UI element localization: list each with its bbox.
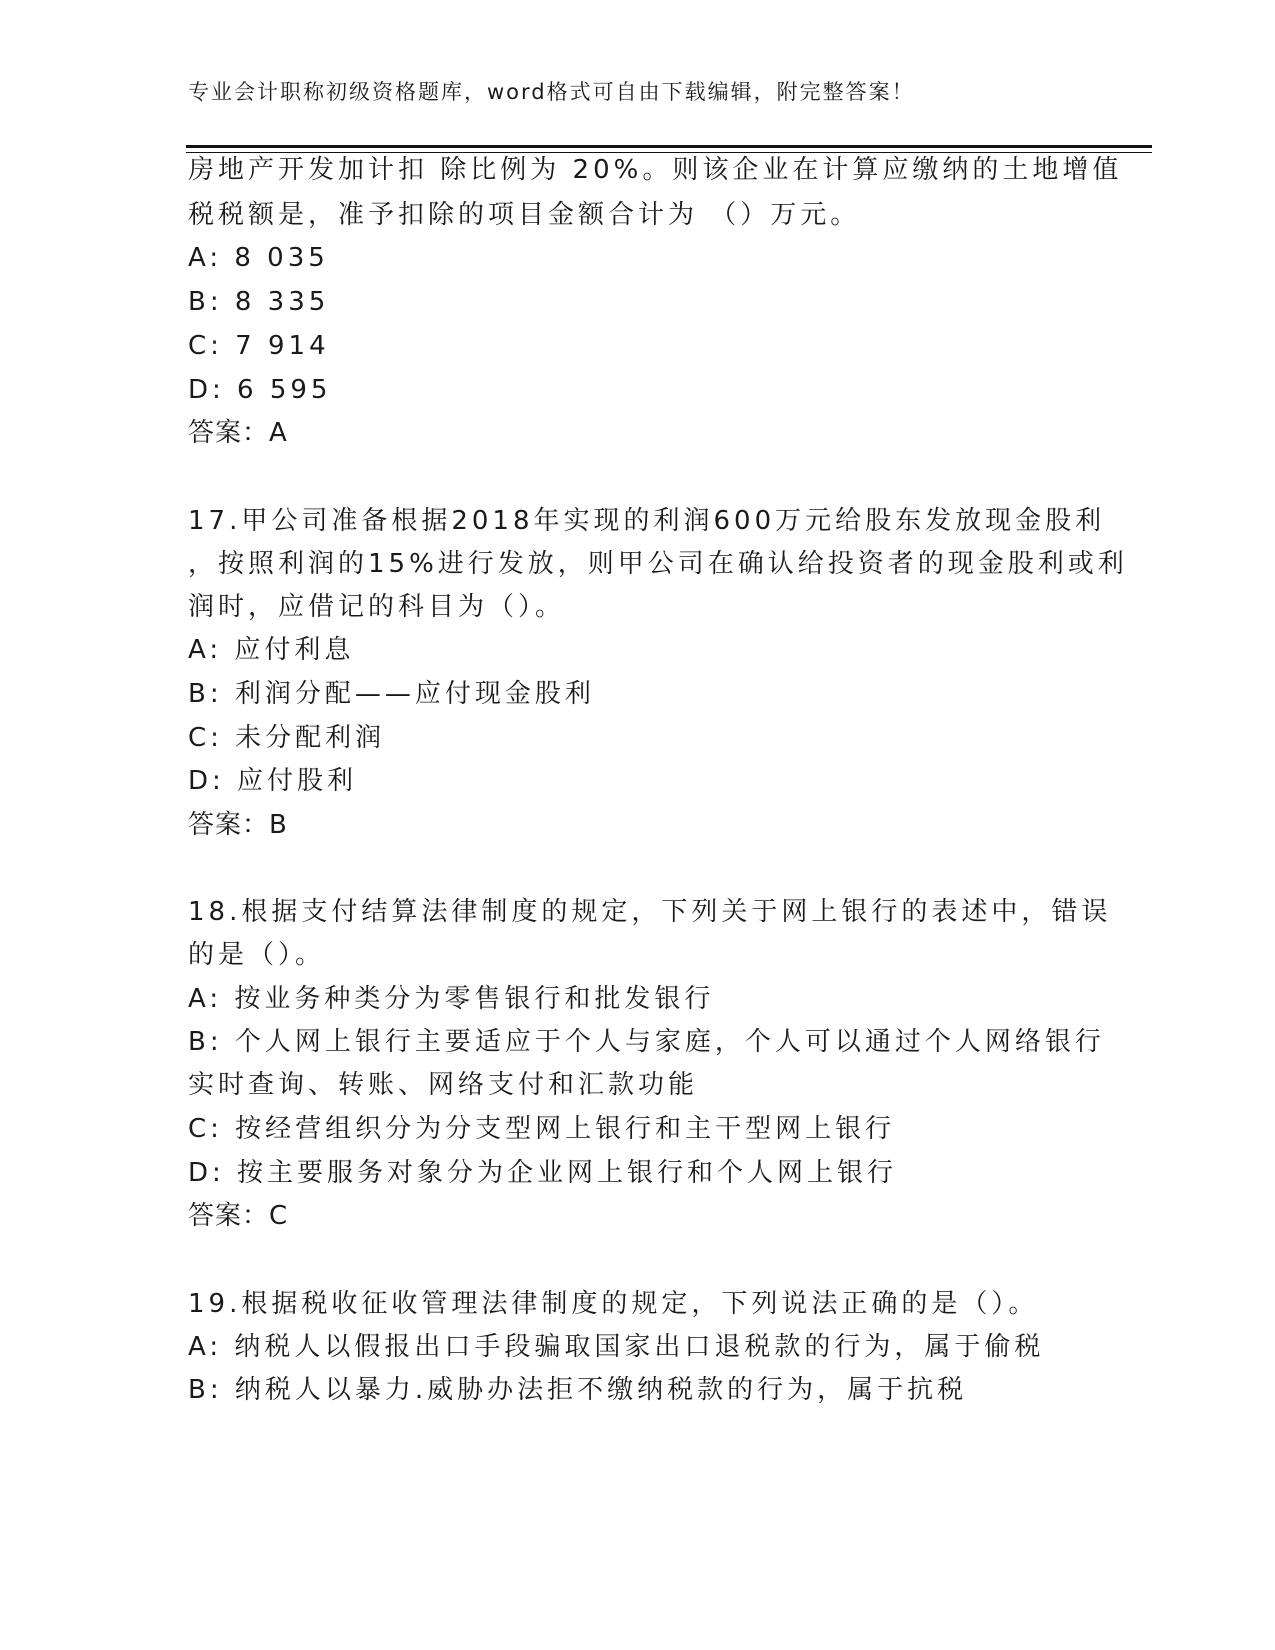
- q18-option-a: A: 按业务种类分为零售银行和批发银行: [188, 984, 715, 1014]
- q19-stem-line1: 19.根据税收征收管理法律制度的规定，下列说法正确的是（）。: [188, 1289, 1039, 1319]
- q18-answer: 答案：C: [188, 1201, 289, 1231]
- q16-option-a: A: 8 035: [188, 243, 329, 273]
- q16-answer: 答案：A: [188, 418, 288, 448]
- q18-stem-line1: 18.根据支付结算法律制度的规定，下列关于网上银行的表述中，错误: [188, 897, 1112, 927]
- q17-stem-line2: ，按照利润的15%进行发放，则甲公司在确认给投资者的现金股利或利: [188, 549, 1128, 579]
- q16-option-c: C: 7 914: [188, 331, 330, 361]
- page-header: 专业会计职称初级资格题库，word格式可自由下载编辑，附完整答案！: [188, 80, 915, 104]
- q16-stem-line2: 税税额是，准予扣除的项目金额合计为 （）万元。: [188, 200, 861, 230]
- header-rule-thick: [186, 145, 1152, 148]
- q18-option-c: C: 按经营组织分为分支型网上银行和主干型网上银行: [188, 1114, 896, 1144]
- header-rule-thin: [186, 152, 1152, 153]
- q18-option-d: D: 按主要服务对象分为企业网上银行和个人网上银行: [188, 1158, 898, 1188]
- q17-stem-line1: 17.甲公司准备根据2018年实现的利润600万元给股东发放现金股利: [188, 506, 1106, 536]
- q16-option-b: B: 8 335: [188, 287, 330, 317]
- q18-option-b-line2: 实时查询、转账、网络支付和汇款功能: [188, 1070, 699, 1100]
- q19-option-a: A: 纳税人以假报出口手段骗取国家出口退税款的行为，属于偷税: [188, 1332, 1045, 1362]
- q19-option-b: B: 纳税人以暴力.威胁办法拒不缴纳税款的行为，属于抗税: [188, 1375, 968, 1405]
- q17-option-a: A: 应付利息: [188, 635, 355, 665]
- q16-stem-line1: 房地产开发加计扣 除比例为 20%。则该企业在计算应缴纳的土地增值: [188, 155, 1123, 185]
- q17-stem-line3: 润时，应借记的科目为（）。: [188, 592, 566, 622]
- q17-option-c: C: 未分配利润: [188, 723, 386, 753]
- q17-option-b: B: 利润分配——应付现金股利: [188, 679, 595, 709]
- q17-answer: 答案：B: [188, 810, 288, 840]
- q18-option-b-line1: B: 个人网上银行主要适应于个人与家庭，个人可以通过个人网络银行: [188, 1027, 1105, 1057]
- q17-option-d: D: 应付股利: [188, 766, 358, 796]
- q18-stem-line2: 的是（）。: [188, 940, 326, 970]
- q16-option-d: D: 6 595: [188, 375, 332, 405]
